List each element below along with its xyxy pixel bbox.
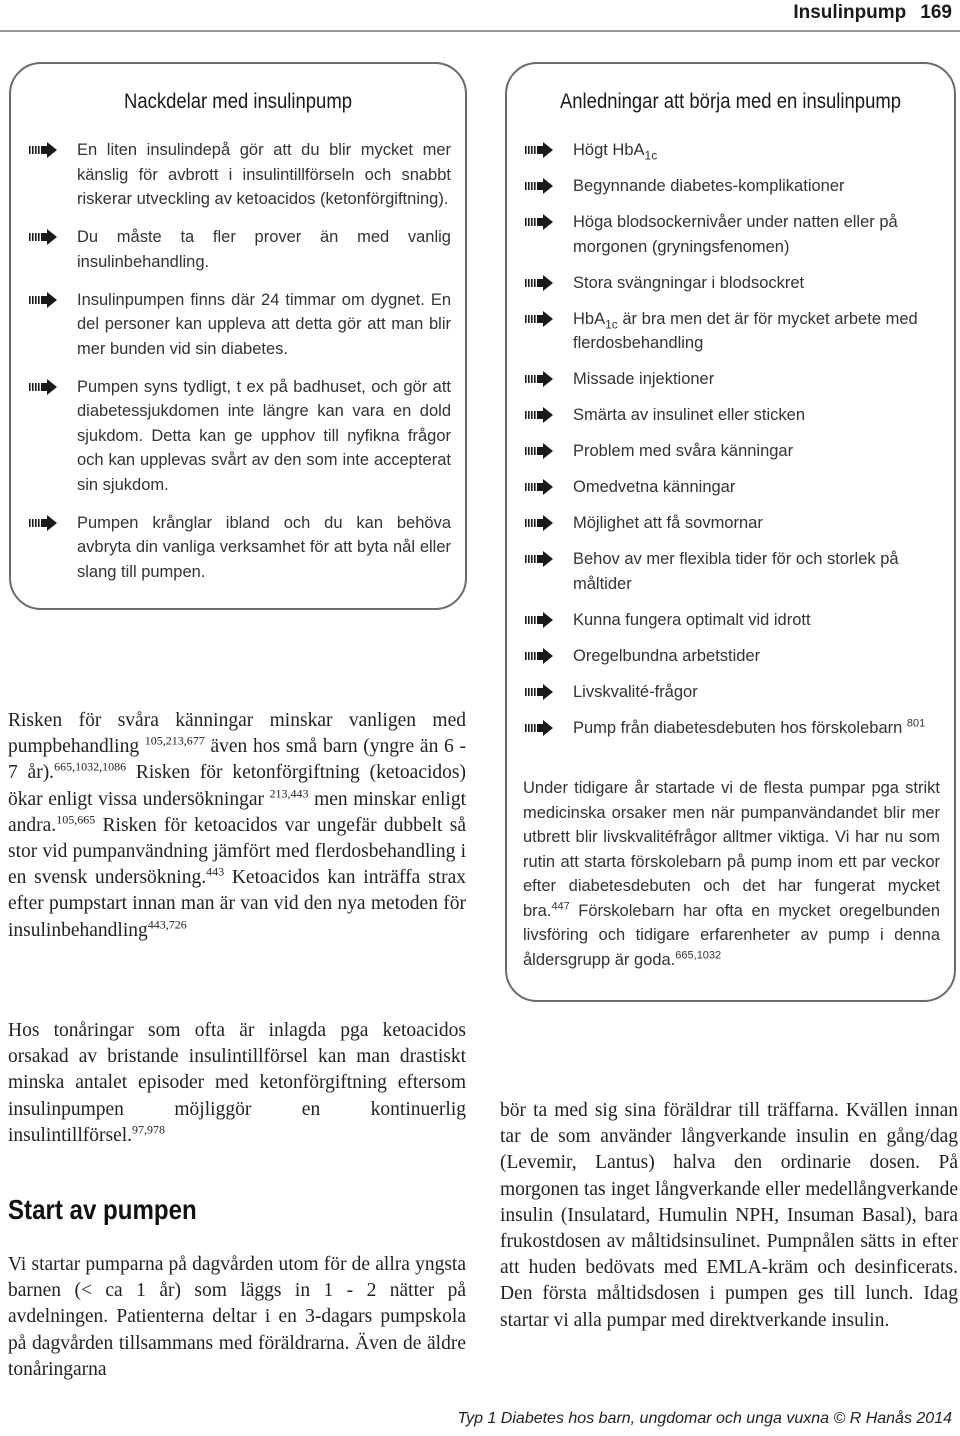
chapter-title: Insulinpump [793, 2, 907, 23]
list-item [29, 288, 451, 362]
reference: 97,978 [132, 1122, 166, 1137]
box-note [523, 776, 940, 972]
arrow-bullet-icon [29, 379, 59, 395]
disadvantages-list [29, 138, 451, 598]
list-item-text: Möjlighet att få sovmornar [573, 514, 763, 532]
arrow-bullet-icon [525, 612, 555, 628]
reference: 801 [906, 717, 926, 729]
arrow-bullet-icon [525, 275, 555, 291]
arrow-bullet-icon [525, 720, 555, 736]
page-header [0, 0, 960, 32]
list-item-text: Höga blodsockernivåer under natten eller på morgonen (gryningsfenomen) [573, 213, 898, 256]
paragraph-teenagers [8, 1018, 466, 1149]
reference: 105,213,677 [144, 733, 205, 748]
list-item-text: är bra men det är för mycket arbete med flerdosbehandling [573, 309, 918, 352]
list-item-text: Missade injektioner [573, 370, 715, 388]
paragraph-text: även hos små barn (yngre än 6 - 7 år). [8, 736, 466, 784]
section-heading: Start av pumpen [8, 1194, 197, 1225]
page-footer: Typ 1 Diabetes hos barn, ungdomar och unga vuxna © R Hanås 2014 [457, 1410, 952, 1427]
paragraph-text: Risken för ketonförgiftning (ketoacidos) ökar enligt vissa undersökningar [8, 762, 466, 810]
paragraph-text: Hos tonåringar som ofta är inlagda pga ketoacidos orsakad av bristande insulintillförsel kan man drastiskt minska antalet episoder med ketonförgiftning eftersom insulinpumpen möjliggör en kontinuerlig insulintillförsel. [8, 1020, 466, 1146]
arrow-bullet-icon [525, 648, 555, 664]
arrow-bullet-icon [525, 311, 555, 327]
arrow-bullet-icon [29, 292, 59, 308]
list-item [525, 608, 944, 633]
list-item [525, 307, 944, 356]
list-item [29, 511, 451, 585]
list-item-text: Smärta av insulinet eller sticken [573, 406, 806, 424]
paragraph-continued: bör ta med sig sina föräldrar till träffarna. Kvällen innan tar de som använder långverkande insulin en gång/dag (Levemir, Lantus) halva den ordinarie dosen. På morgonen tas inget långverkande eller medellångverkande insulin (Insulatard, Humulin NPH, Insuman Basal), bara frukostdosen av måltidsinsulinet. Pumpnålen sätts in efter att huden bedövats med EMLA-kräm och desinficerats. Den första måltidsdosen i pumpen ges till lunch. Idag startar vi alla pumpar med direktverkande insulin. [500, 1100, 958, 1331]
list-item-text: Stora svängningar i blodsockret [573, 273, 805, 292]
reasons-list [525, 138, 944, 752]
list-item [29, 138, 451, 212]
reference: 213,443 [269, 786, 309, 801]
reference: 443 [206, 864, 225, 879]
arrow-bullet-icon [525, 551, 555, 567]
list-item [525, 716, 944, 741]
arrow-bullet-icon [525, 142, 555, 158]
arrow-bullet-icon [525, 684, 555, 700]
reference: 665,1032 [675, 949, 722, 961]
list-item [525, 547, 944, 596]
page-number: 169 [920, 2, 952, 23]
subscript: 1c [644, 148, 658, 163]
list-item [525, 138, 944, 163]
reference: 447 [551, 900, 570, 912]
list-item [525, 174, 944, 199]
arrow-bullet-icon [525, 443, 555, 459]
disadvantages-box [9, 62, 467, 610]
note-text: Förskolebarn har ofta en mycket oregelbunden livsföring och tidigare erfarenheter av pump i denna åldersgrupp är goda. [523, 901, 940, 969]
list-item-text: En liten insulindepå gör att du blir mycket mer känslig för avbrott i insulintillförseln och snabbt riskerar utveckling av ketoacidos (ketonförgiftning). [77, 141, 451, 208]
paragraph-text: Risken för svåra känningar minskar vanligen med pumpbehandling [8, 710, 466, 758]
header-rule [0, 30, 960, 32]
list-item-text: HbA [573, 309, 606, 328]
reasons-title: Anledningar att börja med en insulinpump [559, 90, 902, 113]
list-item [29, 375, 451, 498]
reference: 665,1032,1086 [54, 759, 127, 774]
list-item [525, 210, 944, 259]
list-item [525, 475, 944, 500]
reference: 105,665 [56, 812, 96, 827]
arrow-bullet-icon [29, 229, 59, 245]
list-item-text: Problem med svåra känningar [573, 442, 794, 460]
paragraph-text: Ketoacidos kan inträffa strax efter pumpstart innan man är van vid den nya metoden för insulinbehandling [8, 867, 466, 941]
list-item-text: Högt HbA [573, 141, 645, 159]
list-item-text: Insulinpumpen finns där 24 timmar om dygnet. En del personer kan uppleva att detta gör att man blir mer bunden vid sin diabetes. [77, 290, 451, 358]
arrow-bullet-icon [525, 479, 555, 495]
list-item-text: Omedvetna känningar [573, 478, 736, 496]
list-item [525, 439, 944, 464]
subscript: 1c [605, 316, 618, 331]
arrow-bullet-icon [525, 407, 555, 423]
list-item-text: Oregelbundna arbetstider [573, 646, 761, 665]
list-item-text: Behov av mer flexibla tider för och storlek på måltider [573, 550, 899, 593]
arrow-bullet-icon [29, 142, 59, 158]
list-item [525, 511, 944, 536]
list-item [525, 271, 944, 296]
list-item [525, 644, 944, 669]
list-item-text: Du måste ta fler prover än med vanlig insulinbehandling. [77, 228, 451, 271]
list-item-text: Pump från diabetesdebuten hos förskolebarn [573, 718, 907, 737]
list-item-text: Livskvalité-frågor [573, 682, 698, 701]
arrow-bullet-icon [29, 515, 59, 531]
reference: 443,726 [147, 917, 187, 932]
arrow-bullet-icon [525, 214, 555, 230]
list-item [525, 680, 944, 705]
disadvantages-title: Nackdelar med insulinpump [123, 90, 353, 113]
note-text: Under tidigare år startade vi de flesta pumpar pga strikt medicinska orsaker men när pumpanvändandet blir mer utbrett blir livskvalitéfrågor alltmer viktiga. Vi har nu som rutin att starta förskolebarn på pump inom ett par veckor efter diabetesdebuten och det har fungerat mycket bra. [523, 779, 940, 920]
list-item-text: Pumpen krånglar ibland och du kan behöva avbryta din vanliga verksamhet för att byta nål eller slang till pumpen. [77, 513, 451, 581]
arrow-bullet-icon [525, 178, 555, 194]
list-item-text: Begynnande diabetes-komplikationer [573, 177, 845, 195]
arrow-bullet-icon [525, 515, 555, 531]
paragraph-hypoglycemia [8, 708, 466, 944]
paragraph-start: Vi startar pumparna på dagvården utom för de allra yngsta barnen (< ca 1 år) som läggs in 1 - 2 nätter på avdelningen. Patienterna deltar i en 3-dagars pumpskola på dagvården tillsammans med föräldrarna. Även de äldre tonåringarna [8, 1254, 466, 1380]
list-item-text: Kunna fungera optimalt vid idrott [573, 610, 811, 629]
paragraph-text: men minskar enligt andra. [8, 788, 466, 836]
paragraph-text: Risken för ketoacidos var ungefär dubbelt så stor vid pumpanvändning jämfört med flerdosbehandling i en svensk undersökning. [8, 814, 466, 889]
list-item [525, 403, 944, 428]
list-item [525, 367, 944, 392]
arrow-bullet-icon [525, 371, 555, 387]
reasons-box [505, 62, 956, 1002]
list-item-text: Pumpen syns tydligt, t ex på badhuset, och gör att diabetessjukdomen inte längre kan vara en dold sjukdom. Detta kan ge upphov till nyfikna frågor och kan upplevas svårt av den som inte accepterat sin sjukdom. [77, 377, 451, 494]
running-header [793, 0, 952, 26]
list-item [29, 225, 451, 274]
